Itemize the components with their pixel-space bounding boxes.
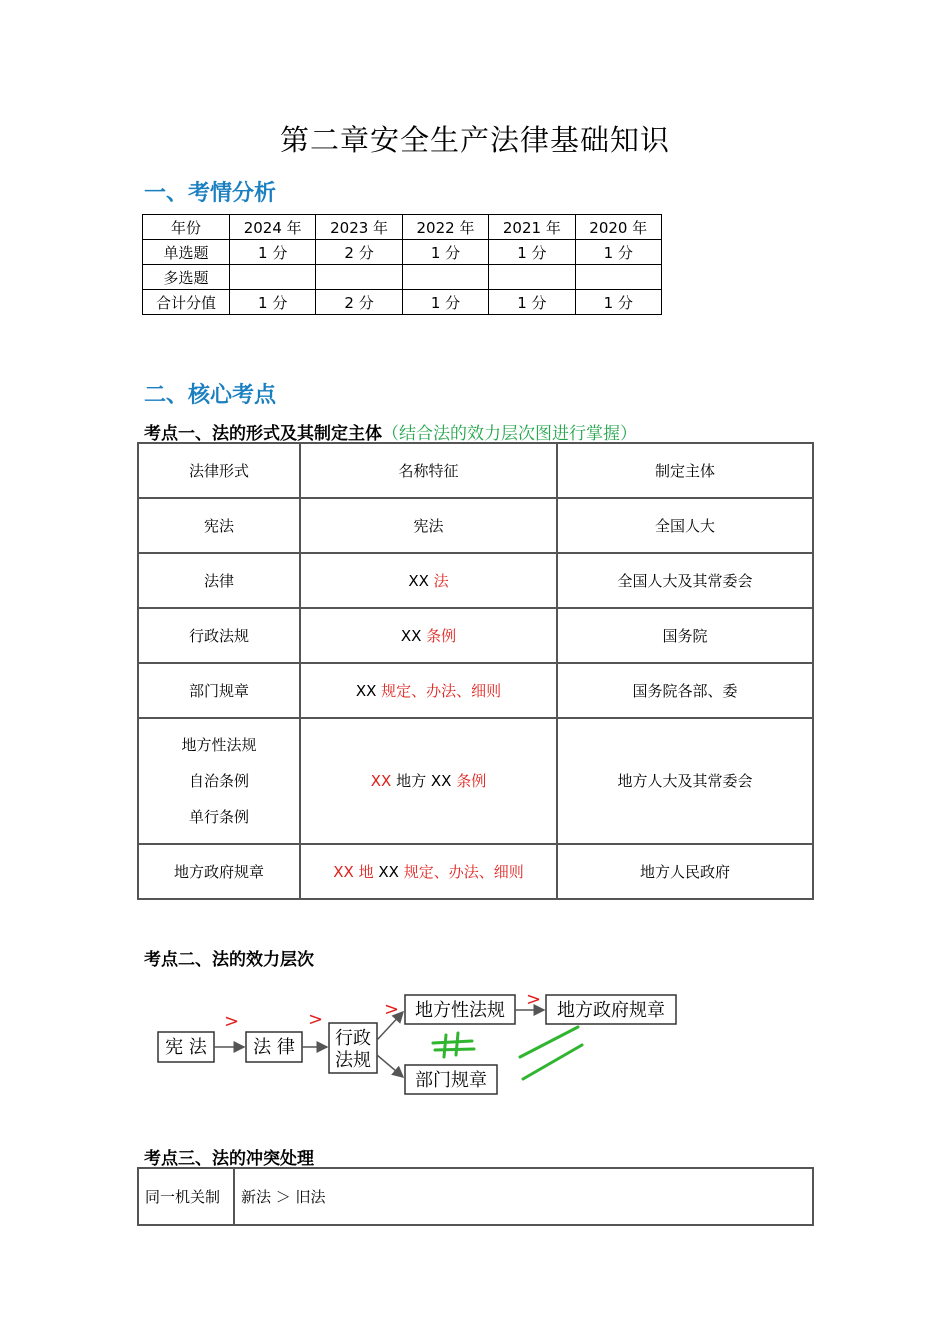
table-cell: 多选题: [143, 265, 230, 290]
table-cell: 1 分: [575, 240, 661, 265]
name-keyword: 规定、办法、细则: [381, 682, 502, 700]
table-cell: 法律形式: [138, 443, 300, 498]
table-cell: 行政法规: [138, 608, 300, 663]
table-cell: 宪法: [300, 498, 557, 553]
gt-sign: >: [384, 999, 400, 1020]
table-cell: 地方政府规章: [138, 844, 300, 899]
form-separate-regulation: 单行条例: [188, 808, 249, 826]
table-row: [143, 240, 662, 265]
table-cell: [300, 844, 557, 899]
table-cell: 2022 年: [402, 215, 488, 240]
name-keyword: 法: [433, 572, 449, 590]
table-cell: [230, 265, 316, 290]
table-cell: [316, 265, 402, 290]
name-prefix: XX: [355, 682, 382, 700]
form-local-regulation: 地方性法规: [181, 736, 257, 754]
box-label: 法规: [335, 1050, 371, 1071]
table-cell: [138, 718, 300, 844]
table-row: [138, 663, 813, 718]
section-heading-analysis: 一、考情分析: [144, 181, 277, 206]
table-cell: [489, 265, 575, 290]
table-row: [143, 265, 662, 290]
table-cell: 1 分: [402, 290, 488, 315]
table-cell: 2020 年: [575, 215, 661, 240]
box-label: 宪 法: [165, 1037, 207, 1058]
table-cell: [300, 608, 557, 663]
point1-title-text: 考点一、法的形式及其制定主体: [144, 424, 382, 444]
name-keyword: 条例: [426, 627, 457, 645]
box-department-rule: [405, 1065, 497, 1094]
table-cell: 宪法: [138, 498, 300, 553]
table-cell: 2 分: [316, 290, 402, 315]
form-autonomous-regulation: 自治条例: [188, 772, 249, 790]
box-law: [246, 1032, 302, 1062]
table-row: [143, 290, 662, 315]
table-row: [138, 1168, 813, 1225]
box-admin-regulation: [329, 1023, 377, 1073]
equal-mark-icon: [520, 1027, 582, 1079]
table-cell: 地方人大及其常委会: [557, 718, 813, 844]
table-cell: 1 分: [402, 240, 488, 265]
table-cell: 1 分: [230, 240, 316, 265]
not-equal-mark-icon: [433, 1033, 474, 1057]
table-row: [138, 498, 813, 553]
table-cell: [300, 718, 557, 844]
conflict-table: [137, 1167, 814, 1226]
table-cell: 国务院各部、委: [557, 663, 813, 718]
name-part: 地方: [396, 772, 427, 790]
table-cell: 2023 年: [316, 215, 402, 240]
table-cell: 合计分值: [143, 290, 230, 315]
box-label: 法 律: [253, 1037, 295, 1058]
table-cell: 1 分: [230, 290, 316, 315]
table-cell: 全国人大: [557, 498, 813, 553]
table-cell: 新法 ＞ 旧法: [234, 1168, 813, 1225]
table-cell: 名称特征: [300, 443, 557, 498]
point2-title: 考点二、法的效力层次: [144, 950, 314, 970]
name-part: XX: [373, 863, 404, 881]
table-header-row: [143, 215, 662, 240]
name-part: XX 地: [333, 863, 374, 881]
table-row: [138, 844, 813, 899]
table-cell: [300, 553, 557, 608]
box-label: 部门规章: [415, 1070, 487, 1091]
table-cell: [300, 663, 557, 718]
table-row: [138, 553, 813, 608]
table-cell: 1 分: [489, 290, 575, 315]
table-cell: 2 分: [316, 240, 402, 265]
table-cell: 1 分: [489, 240, 575, 265]
point1-note: （结合法的效力层次图进行掌握）: [382, 424, 637, 444]
exam-analysis-table: [142, 214, 662, 315]
box-label: 地方政府规章: [557, 1000, 665, 1021]
table-cell: 部门规章: [138, 663, 300, 718]
name-prefix: XX: [408, 572, 434, 590]
table-row: [138, 718, 813, 844]
box-constitution: [158, 1032, 214, 1062]
point3-title: 考点三、法的冲突处理: [144, 1149, 314, 1169]
law-forms-table: [137, 442, 814, 900]
gt-sign: >: [526, 989, 542, 1010]
table-cell: 2024 年: [230, 215, 316, 240]
name-part: XX: [426, 772, 457, 790]
table-cell: 地方人民政府: [557, 844, 813, 899]
page-title: 第二章安全生产法律基础知识: [279, 123, 670, 157]
table-cell: 国务院: [557, 608, 813, 663]
section-heading-core: 二、核心考点: [144, 383, 277, 408]
box-label: 地方性法规: [415, 1000, 505, 1021]
point1-title: [144, 419, 637, 444]
table-cell: 1 分: [575, 290, 661, 315]
table-cell: 2021 年: [489, 215, 575, 240]
table-header-row: [138, 443, 813, 498]
hierarchy-diagram: [150, 985, 710, 1100]
name-part: XX: [370, 772, 397, 790]
name-keyword: 规定、办法、细则: [403, 863, 524, 881]
table-row: [138, 608, 813, 663]
name-keyword: 条例: [456, 772, 487, 790]
box-local-gov-rule: [546, 995, 676, 1024]
gt-sign: >: [224, 1011, 240, 1032]
table-cell: 法律: [138, 553, 300, 608]
table-cell: [402, 265, 488, 290]
table-cell: [575, 265, 661, 290]
table-cell: 年份: [143, 215, 230, 240]
table-cell: 单选题: [143, 240, 230, 265]
table-cell: 同一机关制: [138, 1168, 234, 1225]
table-cell: 制定主体: [557, 443, 813, 498]
box-label: 行政: [335, 1028, 371, 1049]
arrow: [377, 1055, 403, 1077]
name-prefix: XX: [400, 627, 427, 645]
table-cell: 全国人大及其常委会: [557, 553, 813, 608]
box-local-regulation: [405, 995, 515, 1024]
gt-sign: >: [308, 1009, 324, 1030]
